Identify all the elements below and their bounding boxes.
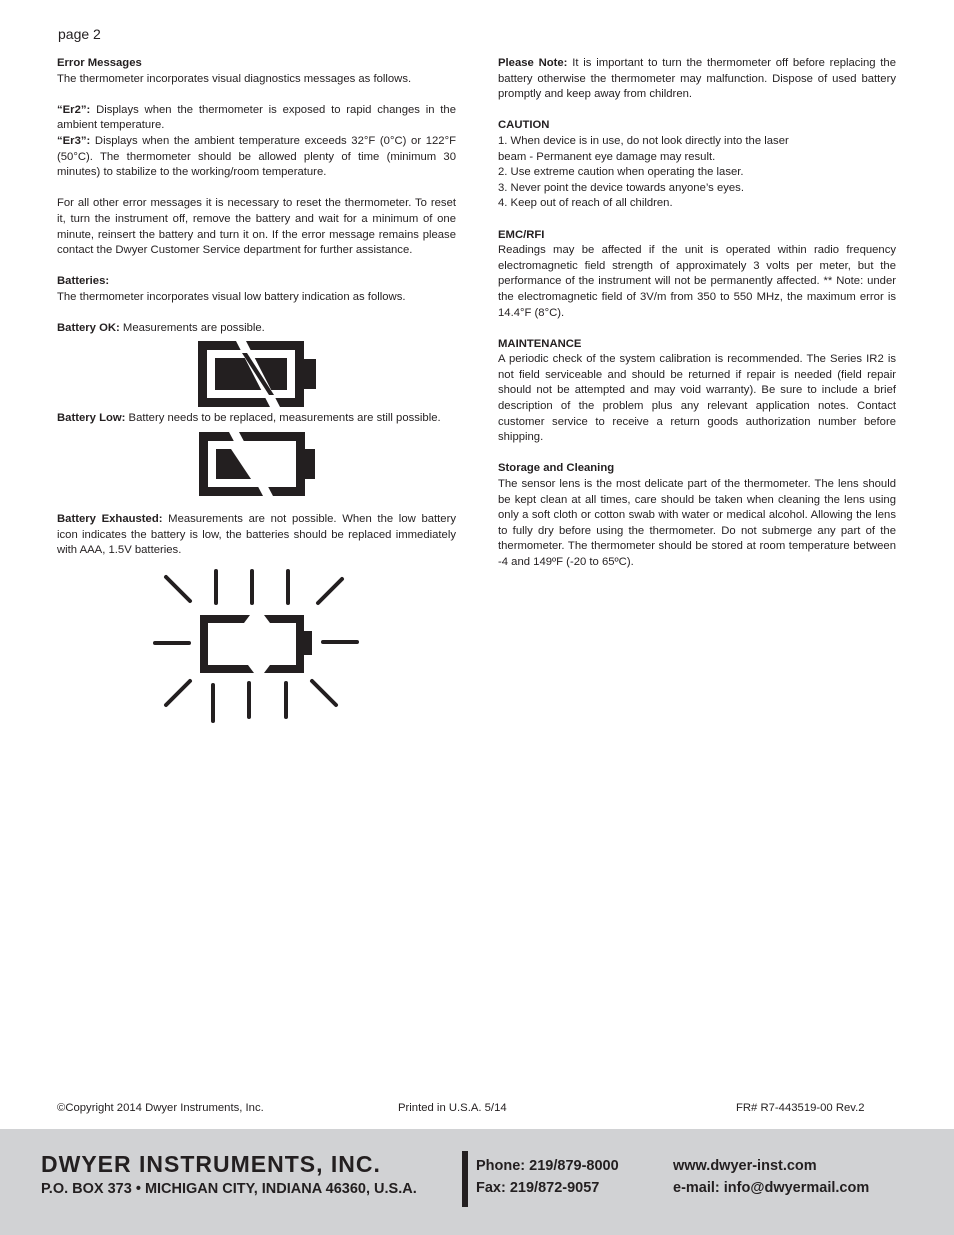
right-column [498, 56, 896, 571]
battery-ok-text: Measurements are possible. [119, 322, 265, 335]
storage-paragraph: The sensor lens is the most delicate part of the thermometer. The lens should be kept clean at all times, care should be taken when cleaning the lens using only a soft cloth or cotton swab with water or medical alcohol. Allowing the lens to fully dry before using the thermometer. Do not submerge any part of the thermometer. The thermometer should be stored at room temperature between -4 and 149ºF (-20 to 65ºC). [498, 478, 896, 568]
maintenance-paragraph: A periodic check of the system calibration is recommended. The Series IR2 is not field serviceable and should be returned if repair is needed (field repair should not be attempted and may void warranty). Be sure to include a brief description of the problem plus any relevant application notes. Contact customer service to receive a return goods authorization number before shipping. [498, 353, 896, 444]
battery-low-text: Battery needs to be replaced, measurements are still possible. [125, 411, 441, 424]
battery-ok-label: Battery OK: [57, 322, 120, 335]
battery-low-label: Battery Low: [57, 411, 126, 424]
company-name: DWYER INSTRUMENTS, INC. [41, 1151, 381, 1177]
left-column [57, 56, 456, 727]
er2-paragraph [57, 103, 456, 134]
batteries-intro: The thermometer incorporates visual low battery indication as follows. [57, 290, 406, 303]
er2-label: “Er2”: [57, 103, 91, 116]
caution-item: 2. Use extreme caution when operating the laser. [498, 166, 744, 179]
battery-exhausted-paragraph [57, 512, 456, 559]
er3-paragraph [57, 134, 456, 181]
please-note-paragraph [498, 56, 896, 103]
battery-low-paragraph [57, 411, 456, 427]
battery-exhausted-label: Battery Exhausted: [57, 513, 163, 526]
er3-label: “Er3”: [57, 134, 91, 147]
battery-full-icon [198, 341, 316, 407]
phone-number: Phone: 219/879-8000 [476, 1158, 619, 1174]
please-note-text: It is important to turn the thermometer off before replacing the battery otherwise the thermometer may malfunction. Dispose of used battery promptly and keep away from children. [498, 57, 897, 101]
email-link[interactable]: e-mail: info@dwyermail.com [673, 1180, 870, 1196]
caution-item: 3. Never point the device towards anyone’s eyes. [498, 181, 744, 194]
maintenance-heading: MAINTENANCE [498, 337, 582, 350]
batteries-heading: Batteries: [57, 275, 110, 288]
battery-exhausted-text: Measurements are not possible. When the low battery icon indicates the battery is low, the batteries should be replaced immediately with AAA, 1.5V batteries. [57, 513, 456, 557]
storage-heading: Storage and Cleaning [498, 462, 615, 475]
caution-heading: CAUTION [498, 119, 550, 132]
fax-number: Fax: 219/872-9057 [476, 1180, 600, 1196]
footer-bar [0, 1129, 954, 1235]
error-messages-intro: The thermometer incorporates visual diagnostics messages as follows. [57, 72, 412, 85]
er2-text: Displays when the thermometer is exposed to rapid changes in the ambient temperature. [57, 103, 456, 132]
footer-divider [462, 1151, 468, 1207]
form-number: FR# R7-443519-00 Rev.2 [736, 1102, 865, 1114]
copyright-text: ©Copyright 2014 Dwyer Instruments, Inc. [57, 1102, 264, 1114]
error-messages-heading: Error Messages [57, 57, 142, 69]
er3-text: Displays when the ambient temperature exceeds 32°F (0°C) or 122°F (50°C). The thermometer should be allowed plenty of time (minimum 30 minutes) to stabilize to the working/room temperature. [57, 134, 456, 179]
company-address: P.O. BOX 373 • MICHIGAN CITY, INDIANA 46360, U.S.A. [41, 1181, 417, 1197]
page-number: page 2 [58, 26, 101, 42]
caution-item: 1. When device is in use, do not look directly into the laser beam - Permanent eye damage may result. [498, 134, 789, 163]
battery-ok-paragraph [57, 321, 456, 337]
caution-item: 4. Keep out of reach of all children. [498, 197, 673, 210]
printed-text: Printed in U.S.A. 5/14 [398, 1102, 507, 1114]
please-note-label: Please Note: [498, 57, 568, 69]
battery-low-icon [199, 432, 315, 496]
emc-heading: EMC/RFI [498, 228, 545, 241]
website-link[interactable]: www.dwyer-inst.com [673, 1158, 817, 1174]
other-errors-paragraph: For all other error messages it is necessary to reset the thermometer. To reset it, turn the instrument off, remove the battery and wait for a minimum of one minute, reinsert the battery and turn it on. If the error message remains please contact the Dwyer Customer Service department for further assistance. [57, 197, 456, 257]
battery-exhausted-flashing-icon [152, 567, 362, 727]
emc-paragraph: Readings may be affected if the unit is operated within radio frequency electromagnetic field strength of approximately 3 volts per meter, but the performance of the instrument will not be permanently affected. ** Note: under the electromagnetic field of 3V/m from 350 to 550 MHz, the maximum error is 14.4°F (8°C). [498, 244, 896, 319]
